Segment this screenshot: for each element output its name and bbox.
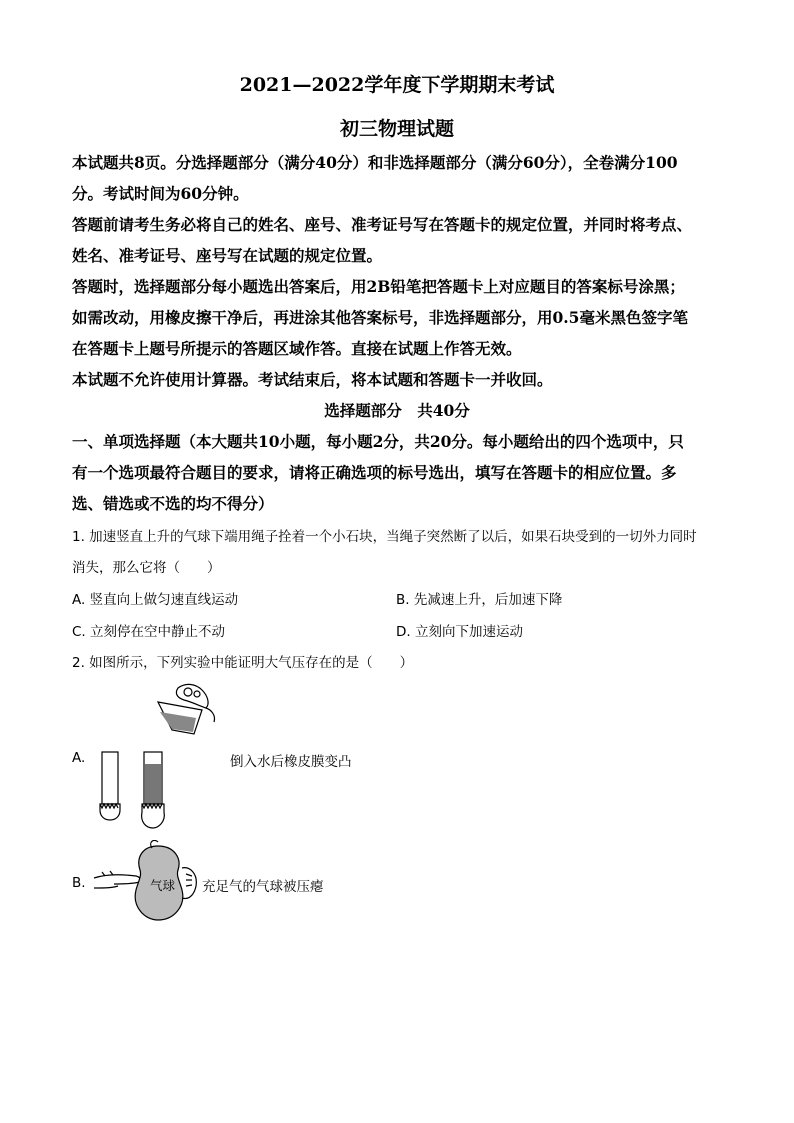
q1-stem-line-1: 1. 加速竖直上升的气球下端用绳子拴着一个小石块，当绳子突然断了以后，如果石块受到的一切外力同时	[72, 529, 697, 545]
part-description-line-2: 有一个选项最符合题目的要求，请将正确选项的标号选出，填写在答题卡的相应位置。多	[72, 463, 677, 482]
instruction-line-3: 答题前请考生务必将自己的姓名、座号、准考证号写在答题卡的规定位置，并同时将考点、	[72, 215, 693, 234]
q2-option-b-figure	[92, 840, 202, 924]
instruction-line-4: 姓名、准考证号、座号写在试题的规定位置。	[72, 246, 383, 265]
exam-subtitle: 初三物理试题	[339, 118, 454, 140]
instruction-line-8: 本试题不允许使用计算器。考试结束后，将本试题和答题卡一并收回。	[72, 370, 553, 389]
instruction-line-7: 在答题卡上题号所提示的答题区域作答。直接在试题上作答无效。	[72, 339, 522, 358]
q1-stem-line-2: 消失，那么它将（ ）	[72, 560, 221, 576]
q2-stem: 2. 如图所示，下列实验中能证明大气压存在的是（ ）	[72, 655, 414, 671]
section-title: 选择题部分 共40分	[324, 401, 470, 420]
q1-option-c: C. 立刻停在空中静止不动	[72, 624, 226, 640]
q2-option-a-figure	[92, 682, 232, 832]
q2-option-a-letter: A.	[72, 750, 86, 766]
tube-experiment-illustration	[92, 682, 232, 832]
q1-option-a: A. 竖直向上做匀速直线运动	[72, 592, 239, 608]
instruction-line-6: 如需改动，用橡皮擦干净后，再进涂其他答案标号，非选择题部分，用0.5毫米黑色签字笔	[72, 308, 688, 327]
q1-option-b: B. 先减速上升，后加速下降	[396, 592, 563, 608]
part-description-line-3: 选、错选或不选的均不得分）	[72, 494, 274, 513]
q1-option-d: D. 立刻向下加速运动	[396, 624, 523, 640]
balloon-label: 气球	[150, 878, 176, 893]
balloon-illustration	[92, 840, 202, 924]
q2-option-a-caption: 倒入水后橡皮膜变凸	[230, 754, 352, 770]
q2-option-b-letter: B.	[72, 875, 86, 891]
exam-title: 2021—2022学年度下学期期末考试	[239, 74, 555, 96]
instruction-line-1: 本试题共8页。分选择题部分（满分40分）和非选择题部分（满分60分），全卷满分100	[72, 153, 678, 172]
part-description-line-1: 一、单项选择题（本大题共10小题，每小题2分，共20分。每小题给出的四个选项中，只	[72, 432, 684, 451]
q2-option-b-caption: 充足气的气球被压瘪	[202, 879, 324, 895]
instruction-line-2: 分。考试时间为60分钟。	[72, 184, 249, 203]
instruction-line-5: 答题时，选择题部分每小题选出答案后，用2B铅笔把答题卡上对应题目的答案标号涂黑；	[72, 277, 685, 296]
